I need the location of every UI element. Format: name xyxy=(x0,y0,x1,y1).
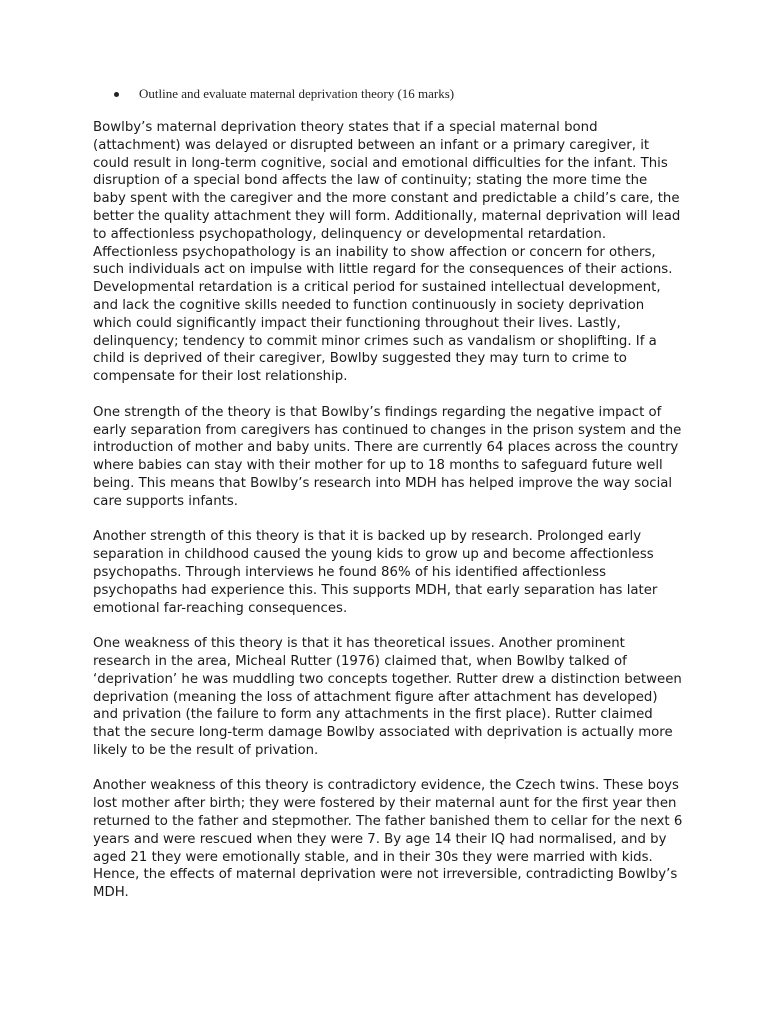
paragraph-weakness-2: Another weakness of this theory is contradictory evidence, the Czech twins. These boys lost mother after birth; they were fostered by their maternal aunt for the first year then returned to the father and stepmother. The father banished them to cellar for the next 6 years and were rescued when they were 7. By age 14 their IQ had normalised, and by aged 21 they were emotionally stable, and in their 30s they were married with kids. Hence, the effects of maternal deprivation were not irreversible, contradicting Bowlby’s MDH. xyxy=(93,778,683,901)
paragraph-strength-2: Another strength of this theory is that it is backed up by research. Prolonged early separation in childhood caused the young kids to grow up and become affectionless psychopaths. Through interviews he found 86% of his identified affectionless psychopaths had experience this. This supports MDH, that early separation has later emotional far-reaching consequences. xyxy=(93,529,658,616)
paragraph-weakness-1: One weakness of this theory is that it has theoretical issues. Another prominent research in the area, Micheal Rutter (1976) claimed that, when Bowlby talked of ‘deprivation’ he was muddling two concepts together. Rutter drew a distinction between deprivation (meaning the loss of attachment figure after attachment has developed) and privation (the failure to form any attachments in the first place). Rutter claimed that the secure long-term damage Bowlby associated with deprivation is actually more likely to be the result of privation. xyxy=(93,636,682,758)
paragraph-strength-1: One strength of the theory is that Bowlby’s findings regarding the negative impact of early separation from caregivers has continued to changes in the prison system and the introduction of mother and baby units. There are currently 64 places across the country where babies can stay with their mother for up to 18 months to safeguard future well being. This means that Bowlby’s research into MDH has helped improve the way social care supports infants. xyxy=(93,404,682,509)
question-heading: Outline and evaluate maternal deprivation theory (16 marks) xyxy=(139,86,455,101)
paragraph-intro: Bowlby’s maternal deprivation theory states that if a special maternal bond (attachment) was delayed or disrupted between an infant or a primary caregiver, it could result in long-term cognitive, social and emotional difficulties for the infant. This disruption of a special bond affects the law of continuity; stating the more time the baby spent with the caregiver and the more constant and predictable a child’s care, the better the quality attachment they will form. Additionally, maternal deprivation will lead to affectionless psychopathology, delinquency or developmental retardation. Affectionless psychopathology is an inability to show affection or concern for others, such individuals act on impulse with little regard for the consequences of their actions. Developmental retardation is a critical period for sustained intellectual development, and lack the cognitive skills needed to function continuously in society deprivation which could significantly impact their functioning throughout their lives. Lastly, delinquency; tendency to commit minor crimes such as vandalism or shoplifting. If a child is deprived of their caregiver, Bowlby suggested they may turn to crime to compensate for their lost relationship. xyxy=(93,120,681,385)
question-bullet xyxy=(114,86,454,102)
bullet-icon xyxy=(114,92,119,97)
essay-body xyxy=(93,119,683,920)
